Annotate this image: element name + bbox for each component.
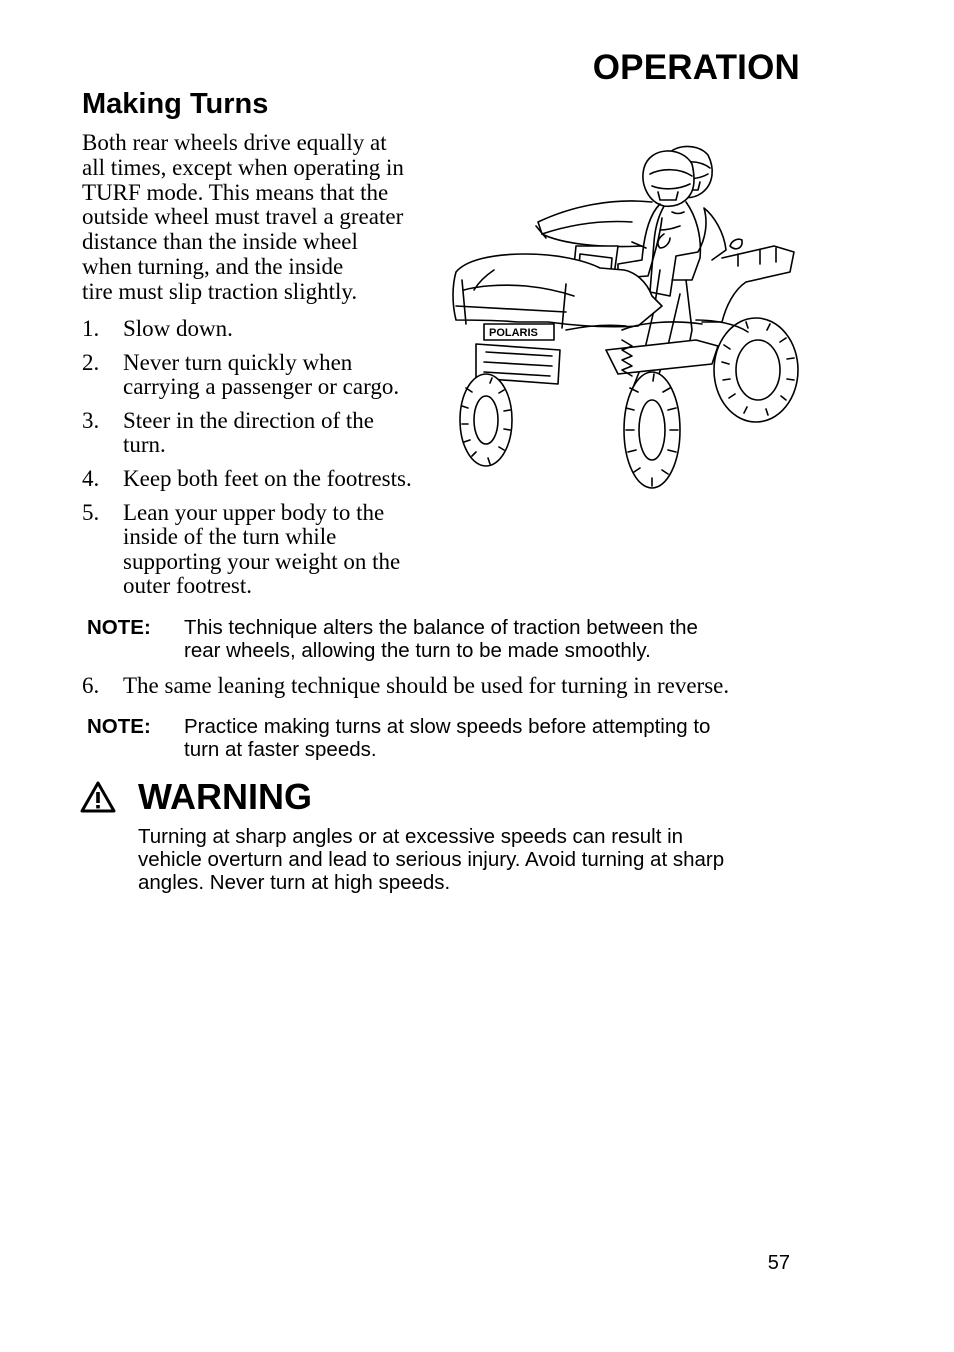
step-text: The same leaning technique should be used for turning in reverse. xyxy=(123,673,730,698)
note-line: This technique alters the balance of traction between the xyxy=(184,616,698,639)
intro-line: tire must slip traction slightly. xyxy=(82,278,358,304)
intro-line: when turning, and the inside xyxy=(82,253,344,279)
list-item xyxy=(82,501,452,599)
warning-text xyxy=(138,825,724,895)
step-text xyxy=(123,317,233,342)
step-line: turn. xyxy=(123,432,166,458)
intro-line: distance than the inside wheel xyxy=(82,229,358,255)
note-line: turn at faster speeds. xyxy=(184,737,377,761)
note-label: NOTE: xyxy=(87,616,151,639)
warning-triangle-icon xyxy=(80,781,116,813)
step-number: 2. xyxy=(82,349,100,375)
steps-list xyxy=(82,317,452,608)
step-text xyxy=(123,467,412,492)
step-number: 5. xyxy=(82,499,100,525)
warning-line: vehicle overturn and lead to serious injury. Avoid turning at sharp xyxy=(138,848,725,872)
note-label: NOTE: xyxy=(87,715,151,738)
warning-title: WARNING xyxy=(138,776,312,817)
step-line: Keep both feet on the footrests. xyxy=(123,465,412,491)
step-number: 4. xyxy=(82,465,100,491)
list-item xyxy=(82,467,452,492)
warning-line: angles. Never turn at high speeds. xyxy=(138,871,451,895)
step-line: Steer in the direction of the xyxy=(123,407,375,433)
list-item xyxy=(82,674,729,699)
intro-line: TURF mode. This means that the xyxy=(82,179,389,205)
step-number: 1. xyxy=(82,316,100,341)
step-text xyxy=(123,351,399,400)
step-text xyxy=(123,409,374,458)
step-line: outer footrest. xyxy=(123,573,253,599)
atv-riders-illustration xyxy=(446,130,806,492)
step-number: 3. xyxy=(82,407,100,433)
note-text xyxy=(184,716,710,761)
step-line: supporting your weight on the xyxy=(123,548,401,574)
step-line: Never turn quickly when xyxy=(123,349,353,375)
page-number: 57 xyxy=(767,1252,790,1274)
note-box xyxy=(87,716,710,761)
brand-logo-text: POLARIS xyxy=(489,327,538,339)
note-line: Practice making turns at slow speeds before attempting to xyxy=(184,715,711,738)
warning-heading xyxy=(80,776,312,818)
note-line: rear wheels, allowing the turn to be made smoothly. xyxy=(184,638,651,662)
intro-line: outside wheel must travel a greater xyxy=(82,204,404,230)
step-number: 6. xyxy=(82,673,100,698)
step-text xyxy=(123,501,400,599)
page-title: Making Turns xyxy=(82,88,269,120)
step-line: Slow down. xyxy=(123,316,233,341)
note-text xyxy=(184,617,698,662)
intro-line: all times, except when operating in xyxy=(82,154,404,180)
note-box xyxy=(87,617,698,662)
step-line: inside of the turn while xyxy=(123,524,337,550)
intro-line: Both rear wheels drive equally at xyxy=(82,130,387,155)
list-item xyxy=(82,351,452,400)
list-item xyxy=(82,409,452,458)
warning-line: Turning at sharp angles or at excessive speeds can result in xyxy=(138,825,684,848)
step-line: carrying a passenger or cargo. xyxy=(123,374,400,400)
step-line: Lean your upper body to the xyxy=(123,499,385,525)
list-item xyxy=(82,317,452,342)
section-header: OPERATION xyxy=(592,48,800,87)
intro-paragraph xyxy=(82,131,442,305)
